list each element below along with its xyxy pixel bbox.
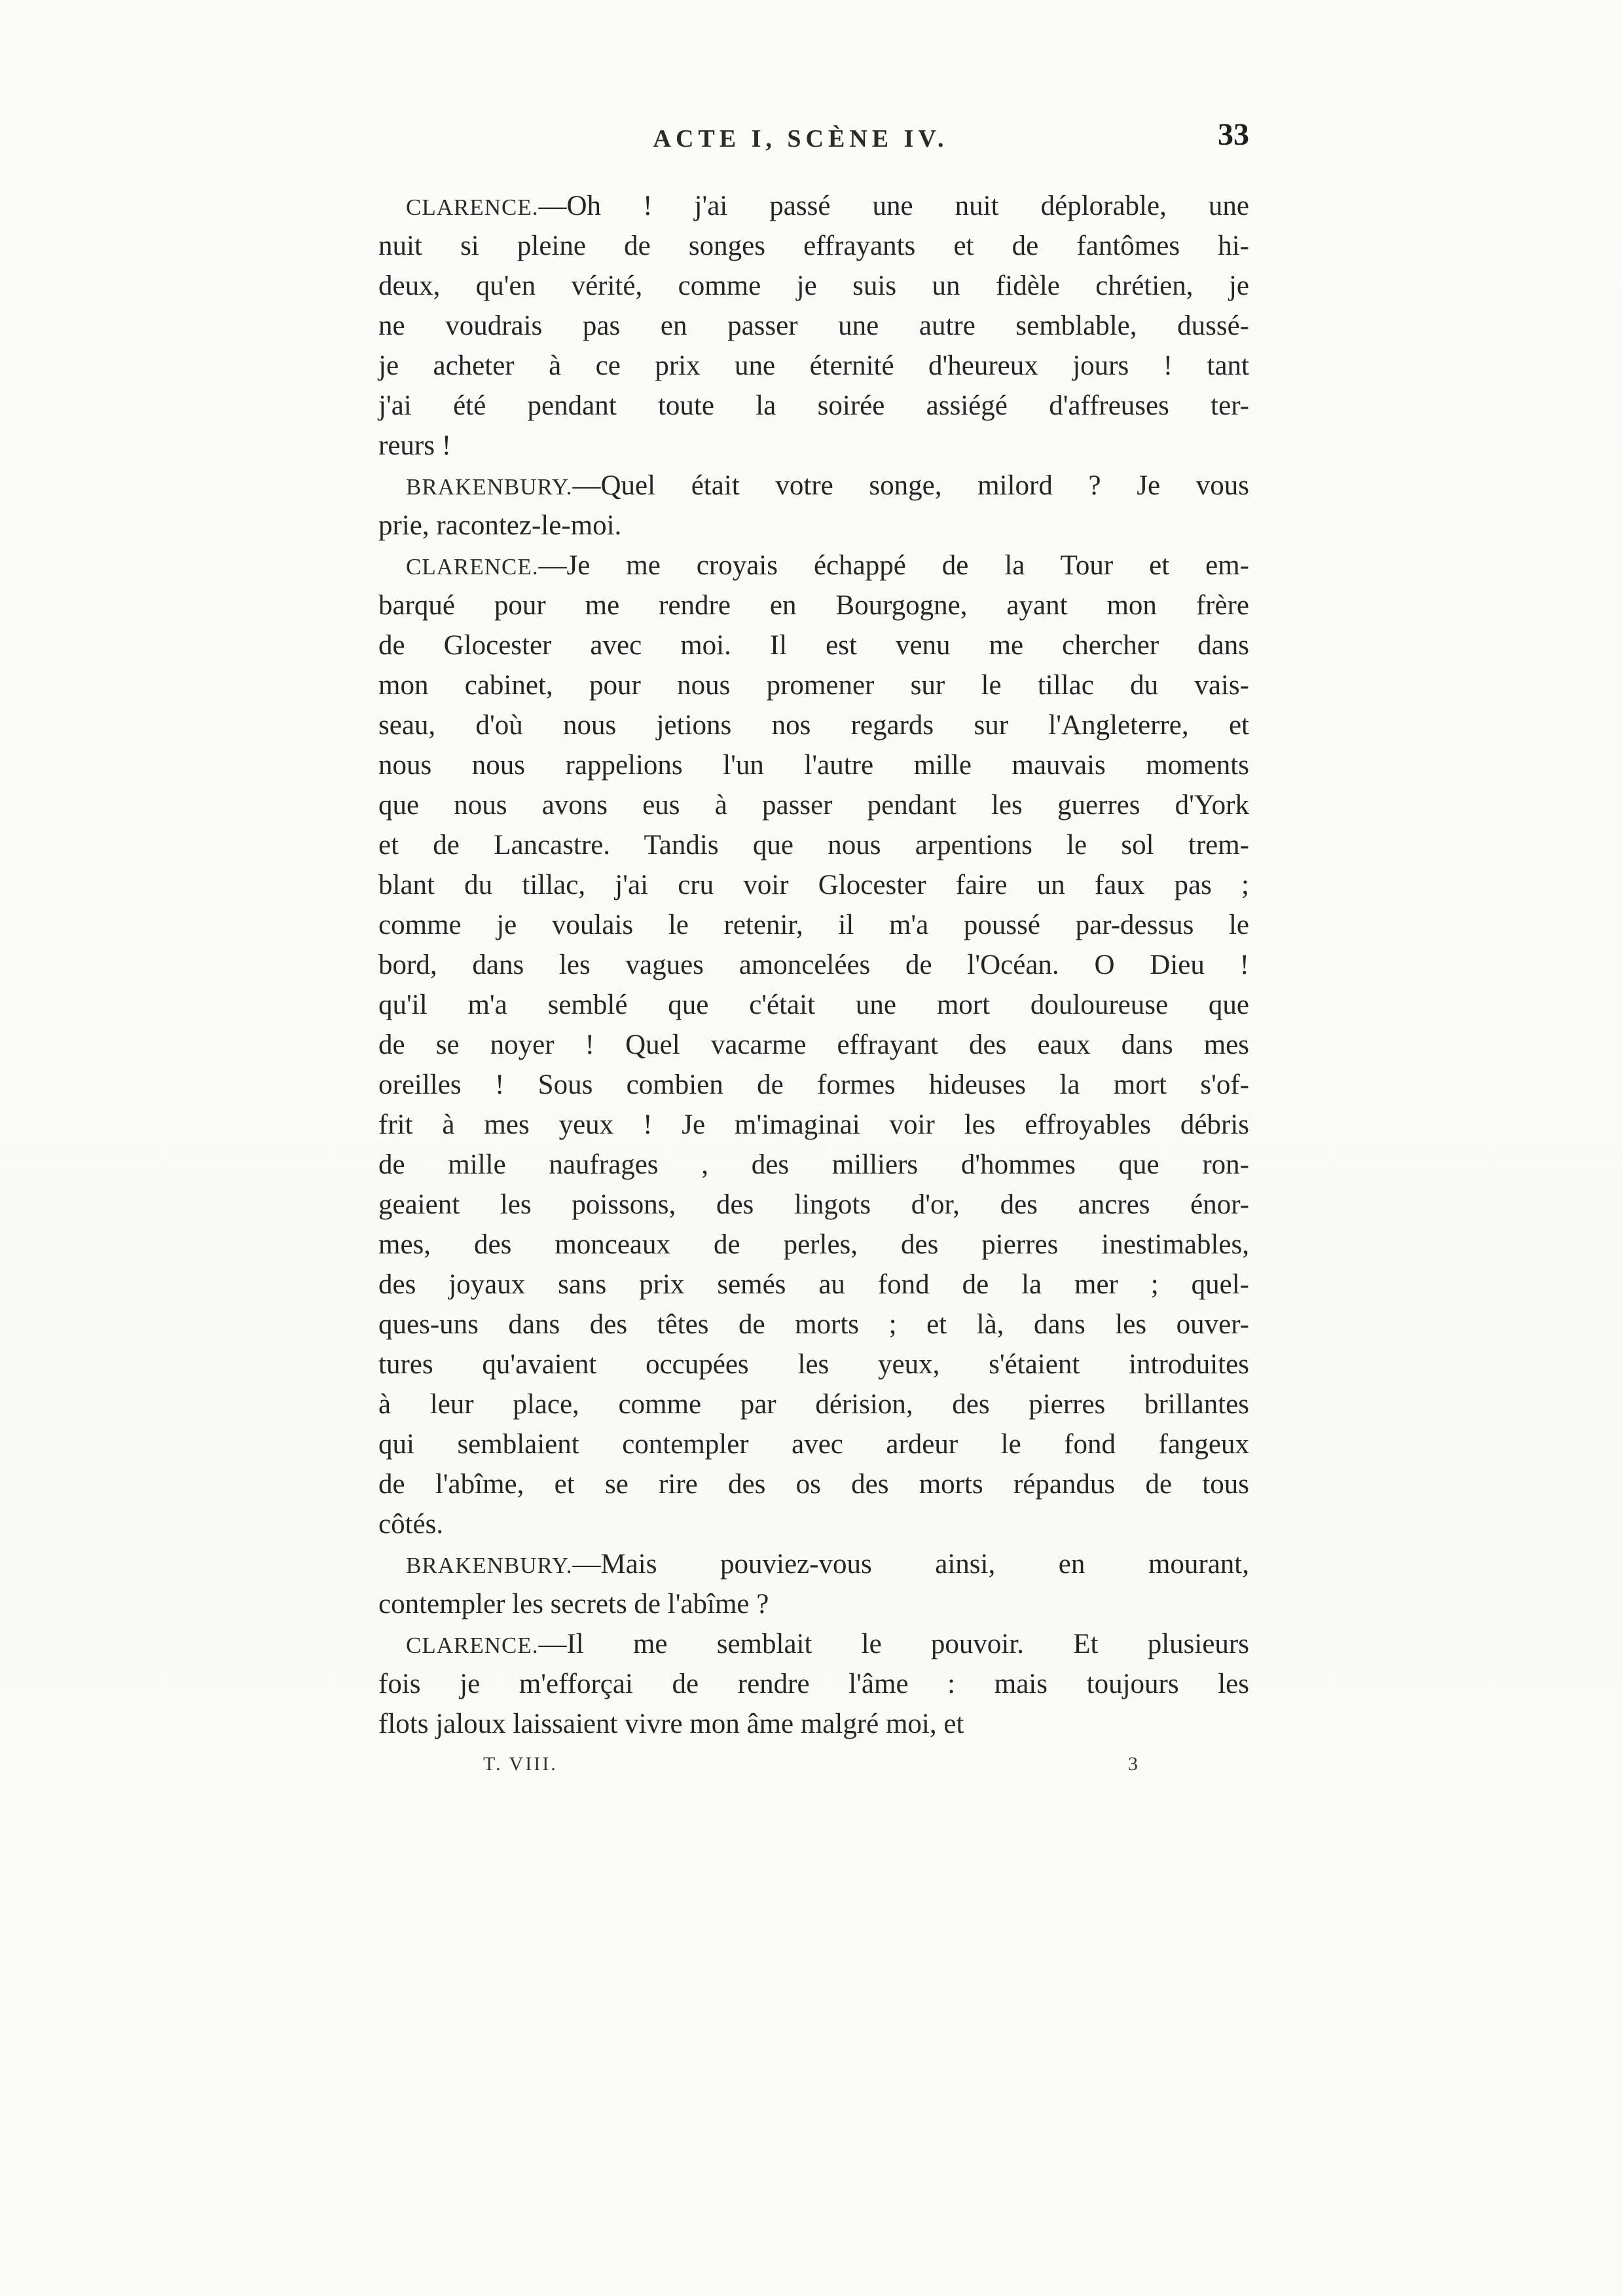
text-line: et de Lancastre. Tandis que nous arpentions le sol trem-	[378, 830, 1249, 861]
text-line: des joyaux sans prix semés au fond de la mer ; quel-	[378, 1269, 1249, 1300]
text-line: nuit si pleine de songes effrayants et de fantômes hi-	[378, 231, 1249, 261]
text-line: à leur place, comme par dérision, des pierres brillantes	[378, 1389, 1249, 1420]
text-line: prie, racontez-le-moi.	[378, 510, 622, 541]
text-line: deux, qu'en vérité, comme je suis un fidèle chrétien, je	[378, 270, 1249, 301]
running-header	[378, 119, 1249, 157]
text-line: de mille naufrages , des milliers d'hommes que ron-	[378, 1149, 1249, 1180]
volume-label: T. VIII.	[483, 1753, 558, 1775]
dialogue-body	[378, 186, 1249, 1744]
text-line: flots jaloux laissaient vivre mon âme malgré moi, et	[378, 1709, 964, 1739]
text-line: mon cabinet, pour nous promener sur le tillac du vais-	[378, 670, 1249, 701]
text-line: je acheter à ce prix une éternité d'heureux jours ! tant	[378, 350, 1249, 381]
speaker-name: BRAKENBURY.	[406, 1553, 573, 1578]
text-line: mes, des monceaux de perles, des pierres inestimables,	[378, 1229, 1249, 1260]
text-line: barqué pour me rendre en Bourgogne, ayant mon frère	[378, 590, 1249, 621]
speaker-name: CLARENCE.	[406, 1633, 539, 1658]
text-line: côtés.	[378, 1509, 444, 1540]
text-line: contempler les secrets de l'abîme ?	[378, 1589, 769, 1620]
text-line: oreilles ! Sous combien de formes hideuses la mort s'of-	[378, 1069, 1249, 1100]
text-line: de Glocester avec moi. Il est venu me chercher dans	[378, 630, 1249, 661]
text-line: BRAKENBURY.—Quel était votre songe, milord ? Je vous	[406, 470, 1249, 501]
text-line: BRAKENBURY.—Mais pouviez-vous ainsi, en mourant,	[406, 1549, 1249, 1580]
dialogue-paragraph	[378, 1624, 1249, 1744]
text-line: nous nous rappelions l'un l'autre mille mauvais moments	[378, 750, 1249, 781]
speaker-name: CLARENCE.	[406, 194, 539, 220]
text-line: fois je m'efforçai de rendre l'âme : mais toujours les	[378, 1669, 1249, 1699]
header-title: ACTE I, SCÈNE IV.	[653, 125, 949, 153]
text-line: qu'il m'a semblé que c'était une mort douloureuse que	[378, 990, 1249, 1020]
signature-number: 3	[1128, 1753, 1138, 1775]
text-line: que nous avons eus à passer pendant les guerres d'York	[378, 790, 1249, 821]
text-line: tures qu'avaient occupées les yeux, s'étaient introduites	[378, 1349, 1249, 1380]
text-line: CLARENCE.—Je me croyais échappé de la Tour et em-	[406, 550, 1249, 581]
page-footer	[378, 1753, 1249, 1782]
dialogue-paragraph	[378, 466, 1249, 546]
speaker-name: CLARENCE.	[406, 554, 539, 580]
speaker-name: BRAKENBURY.	[406, 474, 573, 500]
text-line: frit à mes yeux ! Je m'imaginai voir les effroyables débris	[378, 1109, 1249, 1140]
text-line: comme je voulais le retenir, il m'a poussé par-dessus le	[378, 910, 1249, 940]
text-line: seau, d'où nous jetions nos regards sur l'Angleterre, et	[378, 710, 1249, 741]
dialogue-paragraph	[378, 546, 1249, 1544]
text-line: bord, dans les vagues amoncelées de l'Océan. O Dieu !	[378, 950, 1249, 980]
text-line: CLARENCE.—Oh ! j'ai passé une nuit déplorable, une	[406, 191, 1249, 221]
text-line: ne voudrais pas en passer une autre semblable, dussé-	[378, 310, 1249, 341]
page-number: 33	[1218, 117, 1249, 152]
dialogue-paragraph	[378, 1544, 1249, 1624]
text-line: ques-uns dans des têtes de morts ; et là, dans les ouver-	[378, 1309, 1249, 1340]
text-line: reurs !	[378, 430, 452, 461]
text-line: de l'abîme, et se rire des os des morts répandus de tous	[378, 1469, 1249, 1500]
text-line: CLARENCE.—Il me semblait le pouvoir. Et plusieurs	[406, 1629, 1249, 1659]
text-column	[378, 119, 1249, 1782]
text-line: blant du tillac, j'ai cru voir Glocester faire un faux pas ;	[378, 870, 1249, 900]
text-line: qui semblaient contempler avec ardeur le fond fangeux	[378, 1429, 1249, 1460]
dialogue-paragraph	[378, 186, 1249, 466]
text-line: geaient les poissons, des lingots d'or, des ancres énor-	[378, 1189, 1249, 1220]
text-line: j'ai été pendant toute la soirée assiégé d'affreuses ter-	[378, 390, 1249, 421]
text-line: de se noyer ! Quel vacarme effrayant des eaux dans mes	[378, 1029, 1249, 1060]
